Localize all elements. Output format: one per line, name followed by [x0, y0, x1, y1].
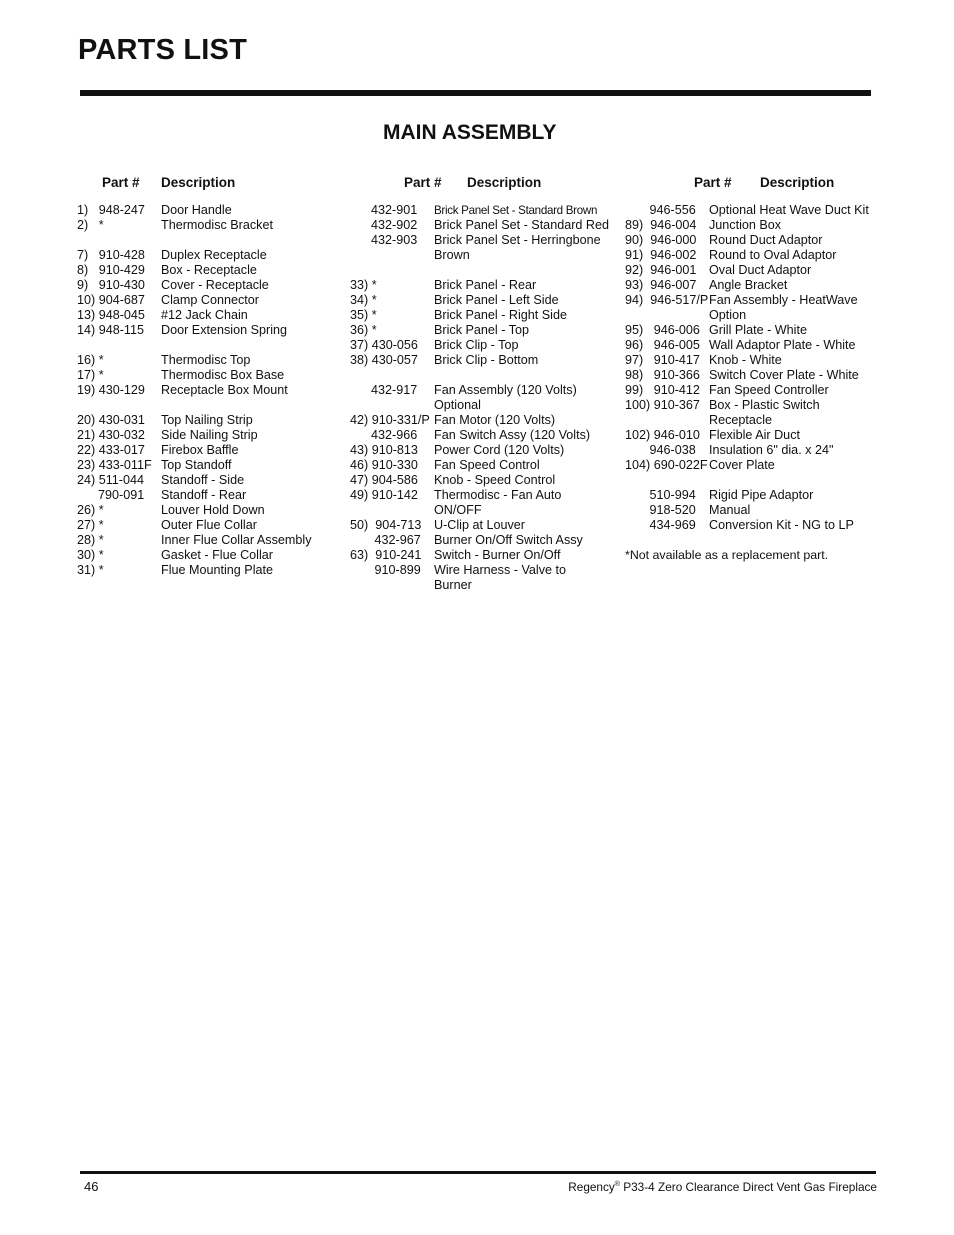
part-description: Knob - White [709, 353, 782, 367]
part-description: Box - Plastic Switch [709, 398, 820, 412]
part-description: Outer Flue Collar [161, 518, 257, 532]
parts-row [625, 398, 885, 413]
part-description: Fan Assembly (120 Volts) [434, 383, 577, 397]
row-spacer [350, 263, 620, 278]
part-number: 90) 946-000 [625, 233, 697, 247]
parts-row [77, 248, 327, 263]
parts-row [625, 323, 885, 338]
description-header: Description [760, 175, 835, 190]
part-description: Conversion Kit - NG to LP [709, 518, 854, 532]
part-number: 23) 433-011F [77, 458, 152, 472]
part-number: 93) 946-007 [625, 278, 697, 292]
part-description: Wire Harness - Valve to [434, 563, 567, 577]
part-number: 30) * [77, 548, 104, 562]
part-description: Thermodisc - Fan Auto [434, 488, 562, 502]
part-number: 43) 910-813 [350, 443, 418, 457]
part-number-header: Part # [102, 175, 140, 190]
parts-row [350, 428, 620, 443]
parts-row [625, 233, 885, 248]
part-description: Round to Oval Adaptor [709, 248, 837, 262]
part-description: Burner [434, 578, 472, 592]
part-description: Insulation 6" dia. x 24" [709, 443, 834, 457]
part-number: 91) 946-002 [625, 248, 697, 262]
part-description: U-Clip at Louver [434, 518, 525, 532]
parts-row [625, 458, 885, 473]
parts-row [77, 278, 327, 293]
part-description: Fan Assembly - HeatWave [709, 293, 858, 307]
part-description: Duplex Receptacle [161, 248, 267, 262]
part-number: 104) 690-022F [625, 458, 708, 472]
row-spacer [77, 338, 327, 353]
part-number: 100) 910-367 [625, 398, 700, 412]
parts-row [350, 323, 620, 338]
part-description: Inner Flue Collar Assembly [161, 533, 312, 547]
parts-row [625, 428, 885, 443]
part-number: 434-969 [625, 518, 696, 532]
parts-row [77, 218, 327, 233]
part-number: 22) 433-017 [77, 443, 145, 457]
parts-row [77, 308, 327, 323]
part-description: ON/OFF [434, 503, 482, 517]
parts-row [77, 293, 327, 308]
part-description: Rigid Pipe Adaptor [709, 488, 814, 502]
part-description: Brick Panel Set - Standard Brown [434, 204, 598, 217]
part-description: Brick Panel - Right Side [434, 308, 567, 322]
parts-row [625, 278, 885, 293]
part-description: Firebox Baffle [161, 443, 239, 457]
part-number: 94) 946-517/P [625, 293, 709, 307]
part-number: 50) 904-713 [350, 518, 422, 532]
part-number: 790-091 [77, 488, 145, 502]
page-title: PARTS LIST [78, 34, 248, 66]
section-title: MAIN ASSEMBLY [383, 121, 557, 144]
column-header [625, 175, 885, 191]
part-description: Grill Plate - White [709, 323, 807, 337]
part-description: Round Duct Adaptor [709, 233, 823, 247]
part-description: Knob - Speed Control [434, 473, 556, 487]
part-number: 946-038 [625, 443, 696, 457]
parts-column-2 [350, 175, 620, 593]
part-description: Standoff - Side [161, 473, 245, 487]
part-number: 2) * [77, 218, 104, 232]
part-number: 42) 910-331/P [350, 413, 430, 427]
parts-row [350, 413, 620, 428]
part-description: Top Standoff [161, 458, 232, 472]
parts-row [625, 518, 885, 533]
part-number: 99) 910-412 [625, 383, 700, 397]
parts-row [77, 473, 327, 488]
footer-brand: Regency [568, 1180, 615, 1194]
parts-row [625, 443, 885, 458]
parts-row [77, 203, 327, 218]
part-number: 89) 946-004 [625, 218, 697, 232]
part-number: 96) 946-005 [625, 338, 700, 352]
part-number: 432-902 [350, 218, 418, 232]
footer-rule [80, 1171, 876, 1174]
row-spacer [350, 368, 620, 383]
part-number: 49) 910-142 [350, 488, 418, 502]
parts-row [350, 338, 620, 353]
footnote: *Not available as a replacement part. [625, 548, 829, 562]
parts-row [625, 488, 885, 503]
column-header [350, 175, 620, 191]
parts-row [350, 203, 620, 218]
parts-row [350, 518, 620, 533]
part-number: 20) 430-031 [77, 413, 145, 427]
part-description: Brick Clip - Top [434, 338, 519, 352]
part-description: Optional Heat Wave Duct Kit [709, 203, 869, 217]
parts-row [625, 383, 885, 398]
part-number: 432-901 [350, 203, 418, 217]
part-number: 510-994 [625, 488, 696, 502]
part-number: 17) * [77, 368, 104, 382]
parts-row [625, 293, 885, 308]
part-description: Brown [434, 248, 470, 262]
part-description: Option [709, 308, 747, 322]
parts-row [350, 248, 620, 263]
footer-product-title: P33-4 Zero Clearance Direct Vent Gas Fireplace [619, 1180, 877, 1194]
part-number: 7) 910-428 [77, 248, 145, 262]
part-description: Brick Clip - Bottom [434, 353, 539, 367]
part-description: Top Nailing Strip [161, 413, 253, 427]
parts-row [625, 353, 885, 368]
part-description: Clamp Connector [161, 293, 259, 307]
parts-column-1 [77, 175, 327, 578]
part-number: 13) 948-045 [77, 308, 145, 322]
part-number: 10) 904-687 [77, 293, 145, 307]
part-description: Brick Panel - Rear [434, 278, 537, 292]
part-description: Burner On/Off Switch Assy [434, 533, 583, 547]
parts-row [77, 443, 327, 458]
parts-row [77, 548, 327, 563]
part-number: 14) 948-115 [77, 323, 144, 337]
part-number: 946-556 [625, 203, 696, 217]
part-number: 1) 948-247 [77, 203, 145, 217]
part-description: Louver Hold Down [161, 503, 265, 517]
part-description: Brick Panel Set - Standard Red [434, 218, 610, 232]
part-description: Manual [709, 503, 751, 517]
part-number: 432-967 [350, 533, 421, 547]
part-description: Flue Mounting Plate [161, 563, 274, 577]
part-number: 432-917 [350, 383, 418, 397]
parts-row [625, 368, 885, 383]
part-number: 21) 430-032 [77, 428, 145, 442]
parts-row [350, 398, 620, 413]
parts-row [77, 428, 327, 443]
parts-row [625, 248, 885, 263]
parts-row [77, 503, 327, 518]
parts-row [350, 353, 620, 368]
part-description: Brick Panel - Left Side [434, 293, 559, 307]
part-description: Receptacle Box Mount [161, 383, 288, 397]
part-number: 432-966 [350, 428, 418, 442]
parts-row [350, 308, 620, 323]
parts-column-3 [625, 175, 885, 563]
parts-row [77, 383, 327, 398]
parts-row [625, 218, 885, 233]
part-description: Door Handle [161, 203, 232, 217]
part-description: Standoff - Rear [161, 488, 247, 502]
part-number: 63) 910-241 [350, 548, 422, 562]
part-number-header: Part # [404, 175, 442, 190]
part-number-header: Part # [694, 175, 732, 190]
parts-row [350, 458, 620, 473]
part-number: 95) 946-006 [625, 323, 700, 337]
part-description: Switch Cover Plate - White [709, 368, 859, 382]
parts-row [625, 263, 885, 278]
part-number: 16) * [77, 353, 104, 367]
parts-row [77, 323, 327, 338]
part-number: 47) 904-586 [350, 473, 418, 487]
part-number: 35) * [350, 308, 377, 322]
part-description: Receptacle [709, 413, 773, 427]
parts-row [625, 503, 885, 518]
part-description: Cover Plate [709, 458, 775, 472]
parts-row [77, 533, 327, 548]
row-spacer [77, 398, 327, 413]
parts-row [350, 443, 620, 458]
parts-row [77, 353, 327, 368]
part-number: 33) * [350, 278, 377, 292]
part-number: 918-520 [625, 503, 696, 517]
part-description: Flexible Air Duct [709, 428, 800, 442]
part-description: Power Cord (120 Volts) [434, 443, 565, 457]
row-spacer [77, 233, 327, 248]
part-number: 36) * [350, 323, 377, 337]
part-description: Gasket - Flue Collar [161, 548, 273, 562]
part-description: Fan Motor (120 Volts) [434, 413, 556, 427]
parts-row [350, 548, 620, 563]
part-number: 27) * [77, 518, 104, 532]
part-number: 34) * [350, 293, 377, 307]
parts-row [350, 563, 620, 578]
parts-row [77, 518, 327, 533]
parts-row [77, 563, 327, 578]
part-number: 98) 910-366 [625, 368, 700, 382]
part-number: 28) * [77, 533, 104, 547]
part-description: Fan Speed Control [434, 458, 540, 472]
footer-title [568, 1180, 877, 1194]
part-description: Switch - Burner On/Off [434, 548, 561, 562]
part-number: 46) 910-330 [350, 458, 418, 472]
part-number: 24) 511-044 [77, 473, 144, 487]
parts-row [350, 383, 620, 398]
parts-row [350, 503, 620, 518]
part-description: Fan Switch Assy (120 Volts) [434, 428, 591, 442]
parts-row [350, 233, 620, 248]
part-description: Thermodisc Bracket [161, 218, 273, 232]
parts-row [625, 338, 885, 353]
part-description: Oval Duct Adaptor [709, 263, 812, 277]
header-rule [80, 90, 871, 96]
page-number: 46 [84, 1179, 99, 1194]
column-header [77, 175, 327, 191]
part-number: 37) 430-056 [350, 338, 418, 352]
part-number: 432-903 [350, 233, 418, 247]
part-description: Thermodisc Box Base [161, 368, 285, 382]
parts-row [350, 488, 620, 503]
part-description: Door Extension Spring [161, 323, 288, 337]
part-number: 31) * [77, 563, 104, 577]
parts-row [77, 263, 327, 278]
row-spacer [625, 473, 885, 488]
part-number: 97) 910-417 [625, 353, 700, 367]
part-number: 26) * [77, 503, 104, 517]
part-number: 9) 910-430 [77, 278, 145, 292]
parts-row [350, 293, 620, 308]
description-header: Description [161, 175, 236, 190]
part-number: 92) 946-001 [625, 263, 697, 277]
part-description: Optional [434, 398, 481, 412]
part-description: Thermodisc Top [161, 353, 251, 367]
parts-row [625, 413, 885, 428]
parts-row [77, 413, 327, 428]
parts-row [350, 218, 620, 233]
parts-row [77, 488, 327, 503]
part-number: 910-899 [350, 563, 421, 577]
part-number: 102) 946-010 [625, 428, 700, 442]
parts-row [350, 473, 620, 488]
part-number: 8) 910-429 [77, 263, 145, 277]
parts-row [350, 278, 620, 293]
description-header: Description [467, 175, 542, 190]
part-description: Angle Bracket [709, 278, 788, 292]
parts-row [77, 458, 327, 473]
parts-row [350, 533, 620, 548]
part-description: Cover - Receptacle [161, 278, 269, 292]
part-description: Side Nailing Strip [161, 428, 258, 442]
part-description: Wall Adaptor Plate - White [709, 338, 856, 352]
part-description: Brick Panel - Top [434, 323, 529, 337]
part-description: #12 Jack Chain [161, 308, 248, 322]
part-number: 19) 430-129 [77, 383, 145, 397]
part-description: Junction Box [709, 218, 782, 232]
registered-mark: ® [614, 1181, 620, 1189]
part-description: Fan Speed Controller [709, 383, 829, 397]
parts-row [625, 308, 885, 323]
part-number: 38) 430-057 [350, 353, 418, 367]
part-description: Brick Panel Set - Herringbone [434, 233, 601, 247]
parts-row [77, 368, 327, 383]
part-description: Box - Receptacle [161, 263, 257, 277]
parts-row [350, 578, 620, 593]
parts-row [625, 203, 885, 218]
